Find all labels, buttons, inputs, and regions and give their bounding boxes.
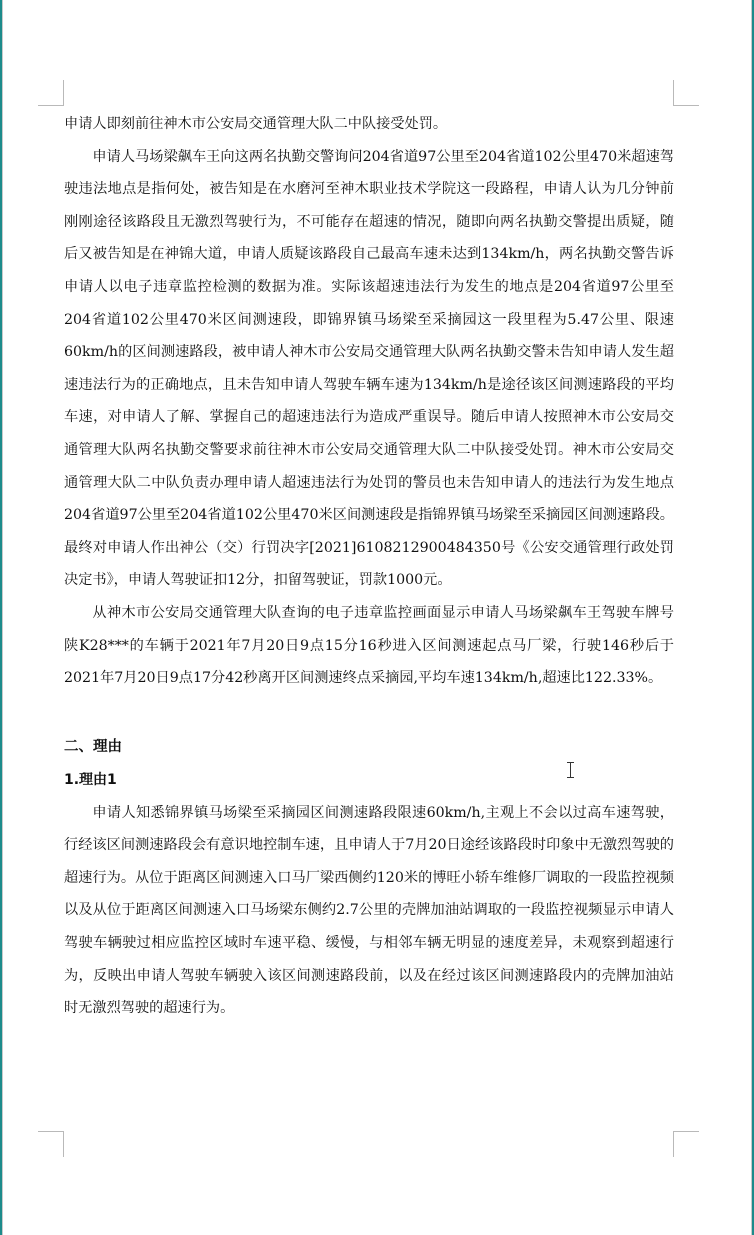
crop-mark-top-left: [38, 105, 64, 106]
paragraph-monitoring-record: 从神木市公安局交通管理大队查询的电子违章监控画面显示申请人马场梁飙车王驾驶车牌号陕K28***的车辆于2021年7月20日9点15分16秒进入区间测速起点马厂梁，行驶146秒后于2021年7月20日9点17分42秒离开区间测速终点采摘园,平均车速134km/h,超速比122.33%。: [64, 604, 674, 687]
crop-mark-top-left: [63, 80, 64, 106]
subsection-heading: 1.理由1: [64, 771, 117, 788]
paragraph-facts: 申请人马场梁飙车王向这两名执勤交警询问204省道97公里至204省道102公里470米超速驾驶违法地点是指何处，被告知是在水磨河至神木职业技术学院这一段路程，申请人认为几分钟前刚刚途径该路段且无激烈驾驶行为，不可能存在超速的情况，随即向两名执勤交警提出质疑，随后又被告知是在神锦大道，申请人质疑该路段自己最高车速未达到134km/h，两名执勤交警告诉申请人以电子违章监控检测的数据为准。实际该超速违法行为发生的地点是204省道97公里至204省道102公里470米区间测速段，即锦界镇马场梁至采摘园这一段里程为5.47公里、限速60km/h的区间测速路段，被申请人神木市公安局交通管理大队两名执勤交警未告知申请人发生超速违法行为的正确地点，且未告知申请人驾驶车辆车速为134km/h是途径该区间测速路段的平均车速，对申请人了解、掌握自己的超速违法行为造成严重误导。随后申请人按照神木市公安局交通管理大队两名执勤交警要求前往神木市公安局交通管理大队二中队接受处罚。神木市公安局交通管理大队二中队负责办理申请人超速违法行为处罚的警员也未告知申请人的违法行为发生地点204省道97公里至204省道102公里470米区间测速段是指锦界镇马场梁至采摘园区间测速路段。最终对申请人作出神公（交）行罚决字[2021]6108212900484350号《公安交通管理行政处罚决定书》，申请人驾驶证扣12分，扣留驾驶证，罚款1000元。: [64, 148, 674, 589]
crop-mark-bottom-left: [38, 1131, 64, 1132]
crop-mark-bottom-left: [63, 1131, 64, 1157]
page-body[interactable]: [64, 108, 674, 1025]
paragraph-continuation: 申请人即刻前往神木市公安局交通管理大队二中队接受处罚。: [64, 116, 448, 132]
section-heading: 二、理由: [64, 738, 122, 755]
paragraph-reason-1: 申请人知悉锦界镇马场梁至采摘园区间测速路段限速60km/h,主观上不会以过高车速驾驶，行经该区间测速路段会有意识地控制车速，且申请人于7月20日途经该路段时印象中无激烈驾驶的超速行为。从位于距离区间测速入口马厂梁西侧约120米的博旺小轿车维修厂调取的一段监控视频以及从位于距离区间测速入口马场梁东侧约2.7公里的壳牌加油站调取的一段监控视频显示申请人驾驶车辆驶过相应监控区域时车速平稳、缓慢，与相邻车辆无明显的速度差异，未观察到超速行为，反映出申请人驾驶车辆驶入该区间测速路段前，以及在经过该区间测速路段内的壳牌加油站时无激烈驾驶的超速行为。: [64, 804, 674, 1017]
window-right-shadow: [751, 0, 752, 1235]
crop-mark-bottom-right: [673, 1131, 699, 1132]
paragraph-spacer: [64, 695, 674, 731]
crop-mark-top-right: [673, 80, 674, 106]
crop-mark-bottom-right: [673, 1131, 674, 1157]
crop-mark-top-right: [673, 105, 699, 106]
text-cursor-icon: [566, 762, 575, 778]
window-left-shadow: [2, 0, 3, 1235]
